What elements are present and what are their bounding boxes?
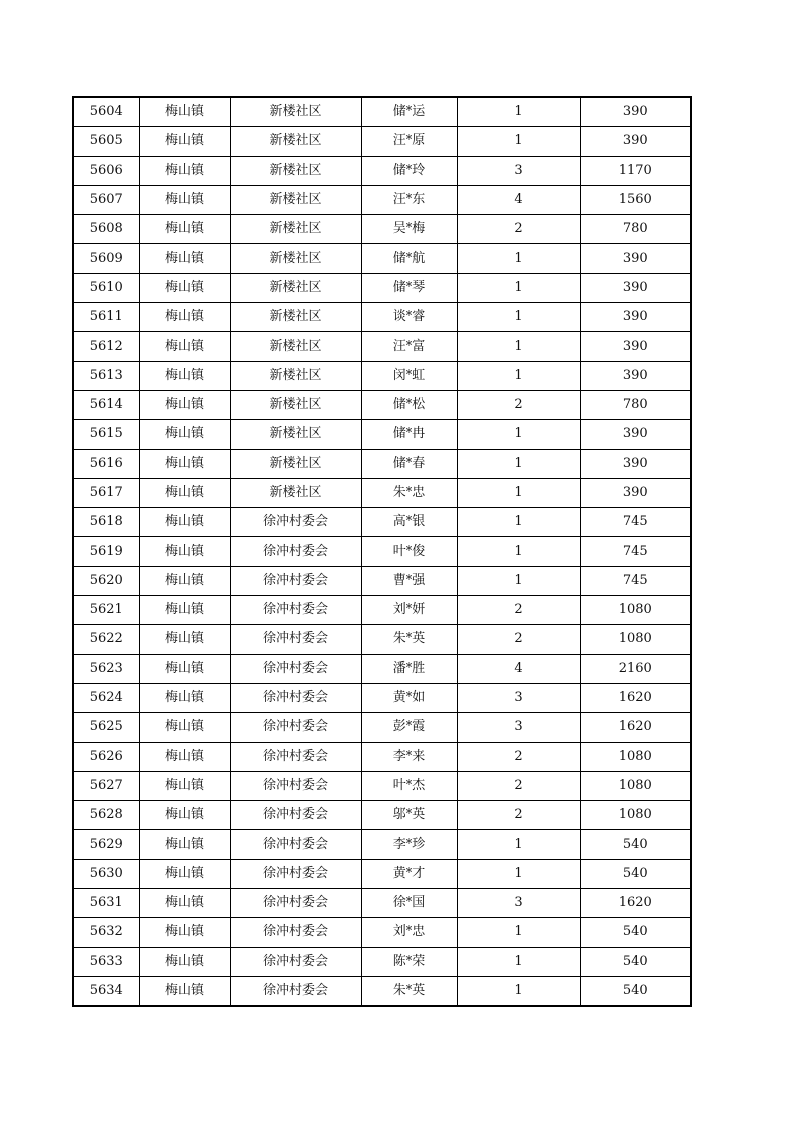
name-cell: 汪*原 (361, 127, 457, 156)
count-cell: 3 (457, 156, 580, 185)
town-cell: 梅山镇 (139, 244, 230, 273)
row-number-cell: 5608 (73, 215, 139, 244)
table-row (73, 859, 691, 888)
amount-cell: 1620 (580, 889, 691, 918)
count-cell: 1 (457, 303, 580, 332)
village-cell: 新楼社区 (230, 303, 361, 332)
town-cell: 梅山镇 (139, 566, 230, 595)
row-number-cell: 5622 (73, 625, 139, 654)
name-cell: 储*玲 (361, 156, 457, 185)
row-number-cell: 5609 (73, 244, 139, 273)
row-number-cell: 5618 (73, 508, 139, 537)
village-cell: 徐冲村委会 (230, 625, 361, 654)
table-row (73, 97, 691, 127)
name-cell: 李*来 (361, 742, 457, 771)
village-cell: 徐冲村委会 (230, 801, 361, 830)
amount-cell: 390 (580, 273, 691, 302)
count-cell: 2 (457, 625, 580, 654)
table-row (73, 449, 691, 478)
amount-cell: 390 (580, 244, 691, 273)
count-cell: 1 (457, 127, 580, 156)
table-row (73, 537, 691, 566)
village-cell: 新楼社区 (230, 420, 361, 449)
row-number-cell: 5613 (73, 361, 139, 390)
amount-cell: 540 (580, 947, 691, 976)
table-body (73, 97, 691, 1006)
village-cell: 徐冲村委会 (230, 537, 361, 566)
count-cell: 1 (457, 332, 580, 361)
town-cell: 梅山镇 (139, 215, 230, 244)
count-cell: 1 (457, 976, 580, 1006)
town-cell: 梅山镇 (139, 332, 230, 361)
town-cell: 梅山镇 (139, 420, 230, 449)
count-cell: 1 (457, 918, 580, 947)
village-cell: 新楼社区 (230, 361, 361, 390)
count-cell: 3 (457, 683, 580, 712)
village-cell: 徐冲村委会 (230, 742, 361, 771)
name-cell: 彭*霞 (361, 713, 457, 742)
row-number-cell: 5623 (73, 654, 139, 683)
row-number-cell: 5612 (73, 332, 139, 361)
name-cell: 高*银 (361, 508, 457, 537)
amount-cell: 1080 (580, 596, 691, 625)
table-row (73, 713, 691, 742)
village-cell: 徐冲村委会 (230, 859, 361, 888)
name-cell: 刘*忠 (361, 918, 457, 947)
data-table (72, 96, 692, 1007)
row-number-cell: 5606 (73, 156, 139, 185)
count-cell: 1 (457, 947, 580, 976)
town-cell: 梅山镇 (139, 859, 230, 888)
name-cell: 邬*英 (361, 801, 457, 830)
row-number-cell: 5634 (73, 976, 139, 1006)
table-row (73, 830, 691, 859)
row-number-cell: 5604 (73, 97, 139, 127)
amount-cell: 1620 (580, 683, 691, 712)
row-number-cell: 5624 (73, 683, 139, 712)
row-number-cell: 5629 (73, 830, 139, 859)
count-cell: 1 (457, 478, 580, 507)
town-cell: 梅山镇 (139, 654, 230, 683)
town-cell: 梅山镇 (139, 508, 230, 537)
table-row (73, 244, 691, 273)
count-cell: 1 (457, 244, 580, 273)
row-number-cell: 5616 (73, 449, 139, 478)
name-cell: 储*松 (361, 390, 457, 419)
table-row (73, 976, 691, 1006)
town-cell: 梅山镇 (139, 947, 230, 976)
town-cell: 梅山镇 (139, 713, 230, 742)
village-cell: 徐冲村委会 (230, 947, 361, 976)
name-cell: 储*春 (361, 449, 457, 478)
row-number-cell: 5614 (73, 390, 139, 419)
count-cell: 1 (457, 830, 580, 859)
town-cell: 梅山镇 (139, 127, 230, 156)
table-row (73, 273, 691, 302)
amount-cell: 1560 (580, 185, 691, 214)
table-row (73, 742, 691, 771)
village-cell: 新楼社区 (230, 273, 361, 302)
table-row (73, 156, 691, 185)
row-number-cell: 5619 (73, 537, 139, 566)
table-row (73, 215, 691, 244)
count-cell: 1 (457, 449, 580, 478)
name-cell: 黄*才 (361, 859, 457, 888)
row-number-cell: 5617 (73, 478, 139, 507)
village-cell: 新楼社区 (230, 156, 361, 185)
village-cell: 徐冲村委会 (230, 713, 361, 742)
amount-cell: 390 (580, 303, 691, 332)
name-cell: 朱*英 (361, 976, 457, 1006)
amount-cell: 390 (580, 97, 691, 127)
name-cell: 汪*富 (361, 332, 457, 361)
name-cell: 叶*俊 (361, 537, 457, 566)
table-row (73, 625, 691, 654)
name-cell: 汪*东 (361, 185, 457, 214)
name-cell: 储*琴 (361, 273, 457, 302)
table-row (73, 361, 691, 390)
amount-cell: 1080 (580, 771, 691, 800)
town-cell: 梅山镇 (139, 478, 230, 507)
town-cell: 梅山镇 (139, 303, 230, 332)
town-cell: 梅山镇 (139, 742, 230, 771)
village-cell: 徐冲村委会 (230, 596, 361, 625)
amount-cell: 540 (580, 918, 691, 947)
count-cell: 2 (457, 771, 580, 800)
row-number-cell: 5632 (73, 918, 139, 947)
amount-cell: 540 (580, 859, 691, 888)
town-cell: 梅山镇 (139, 830, 230, 859)
row-number-cell: 5615 (73, 420, 139, 449)
amount-cell: 1170 (580, 156, 691, 185)
amount-cell: 540 (580, 976, 691, 1006)
count-cell: 1 (457, 508, 580, 537)
amount-cell: 390 (580, 478, 691, 507)
village-cell: 徐冲村委会 (230, 654, 361, 683)
row-number-cell: 5631 (73, 889, 139, 918)
village-cell: 徐冲村委会 (230, 508, 361, 537)
amount-cell: 1080 (580, 625, 691, 654)
count-cell: 1 (457, 420, 580, 449)
table-row (73, 508, 691, 537)
village-cell: 新楼社区 (230, 449, 361, 478)
row-number-cell: 5626 (73, 742, 139, 771)
name-cell: 徐*国 (361, 889, 457, 918)
town-cell: 梅山镇 (139, 97, 230, 127)
name-cell: 吴*梅 (361, 215, 457, 244)
amount-cell: 390 (580, 332, 691, 361)
name-cell: 朱*忠 (361, 478, 457, 507)
village-cell: 新楼社区 (230, 97, 361, 127)
row-number-cell: 5621 (73, 596, 139, 625)
town-cell: 梅山镇 (139, 596, 230, 625)
row-number-cell: 5633 (73, 947, 139, 976)
village-cell: 徐冲村委会 (230, 918, 361, 947)
count-cell: 4 (457, 654, 580, 683)
name-cell: 朱*英 (361, 625, 457, 654)
town-cell: 梅山镇 (139, 889, 230, 918)
row-number-cell: 5610 (73, 273, 139, 302)
count-cell: 3 (457, 889, 580, 918)
village-cell: 徐冲村委会 (230, 830, 361, 859)
table-row (73, 303, 691, 332)
count-cell: 3 (457, 713, 580, 742)
count-cell: 2 (457, 596, 580, 625)
village-cell: 徐冲村委会 (230, 889, 361, 918)
amount-cell: 1080 (580, 801, 691, 830)
name-cell: 叶*杰 (361, 771, 457, 800)
name-cell: 黄*如 (361, 683, 457, 712)
name-cell: 潘*胜 (361, 654, 457, 683)
data-sheet (72, 96, 692, 1007)
name-cell: 储*运 (361, 97, 457, 127)
town-cell: 梅山镇 (139, 156, 230, 185)
row-number-cell: 5628 (73, 801, 139, 830)
town-cell: 梅山镇 (139, 801, 230, 830)
amount-cell: 540 (580, 830, 691, 859)
village-cell: 徐冲村委会 (230, 566, 361, 595)
amount-cell: 745 (580, 508, 691, 537)
table-row (73, 185, 691, 214)
amount-cell: 390 (580, 420, 691, 449)
table-row (73, 654, 691, 683)
village-cell: 徐冲村委会 (230, 683, 361, 712)
amount-cell: 780 (580, 390, 691, 419)
row-number-cell: 5627 (73, 771, 139, 800)
count-cell: 2 (457, 390, 580, 419)
name-cell: 陈*荣 (361, 947, 457, 976)
table-row (73, 420, 691, 449)
amount-cell: 780 (580, 215, 691, 244)
village-cell: 新楼社区 (230, 478, 361, 507)
town-cell: 梅山镇 (139, 537, 230, 566)
table-row (73, 918, 691, 947)
town-cell: 梅山镇 (139, 449, 230, 478)
town-cell: 梅山镇 (139, 390, 230, 419)
table-row (73, 801, 691, 830)
name-cell: 李*珍 (361, 830, 457, 859)
amount-cell: 390 (580, 449, 691, 478)
village-cell: 新楼社区 (230, 215, 361, 244)
table-row (73, 683, 691, 712)
town-cell: 梅山镇 (139, 185, 230, 214)
row-number-cell: 5625 (73, 713, 139, 742)
name-cell: 储*航 (361, 244, 457, 273)
town-cell: 梅山镇 (139, 683, 230, 712)
amount-cell: 390 (580, 361, 691, 390)
row-number-cell: 5611 (73, 303, 139, 332)
village-cell: 新楼社区 (230, 244, 361, 273)
table-row (73, 390, 691, 419)
count-cell: 1 (457, 859, 580, 888)
town-cell: 梅山镇 (139, 918, 230, 947)
table-row (73, 566, 691, 595)
table-row (73, 771, 691, 800)
row-number-cell: 5607 (73, 185, 139, 214)
amount-cell: 1080 (580, 742, 691, 771)
count-cell: 1 (457, 566, 580, 595)
row-number-cell: 5620 (73, 566, 139, 595)
town-cell: 梅山镇 (139, 273, 230, 302)
town-cell: 梅山镇 (139, 771, 230, 800)
name-cell: 刘*妍 (361, 596, 457, 625)
row-number-cell: 5630 (73, 859, 139, 888)
count-cell: 1 (457, 537, 580, 566)
table-row (73, 947, 691, 976)
village-cell: 新楼社区 (230, 390, 361, 419)
row-number-cell: 5605 (73, 127, 139, 156)
amount-cell: 745 (580, 537, 691, 566)
count-cell: 1 (457, 361, 580, 390)
town-cell: 梅山镇 (139, 361, 230, 390)
town-cell: 梅山镇 (139, 625, 230, 654)
village-cell: 新楼社区 (230, 185, 361, 214)
table-row (73, 332, 691, 361)
count-cell: 2 (457, 215, 580, 244)
village-cell: 徐冲村委会 (230, 976, 361, 1006)
count-cell: 4 (457, 185, 580, 214)
table-row (73, 889, 691, 918)
name-cell: 储*冉 (361, 420, 457, 449)
count-cell: 2 (457, 742, 580, 771)
name-cell: 曹*强 (361, 566, 457, 595)
town-cell: 梅山镇 (139, 976, 230, 1006)
amount-cell: 745 (580, 566, 691, 595)
name-cell: 谈*睿 (361, 303, 457, 332)
count-cell: 1 (457, 273, 580, 302)
village-cell: 新楼社区 (230, 127, 361, 156)
count-cell: 1 (457, 97, 580, 127)
name-cell: 闵*虹 (361, 361, 457, 390)
table-row (73, 127, 691, 156)
village-cell: 徐冲村委会 (230, 771, 361, 800)
amount-cell: 2160 (580, 654, 691, 683)
table-row (73, 596, 691, 625)
table-row (73, 478, 691, 507)
village-cell: 新楼社区 (230, 332, 361, 361)
count-cell: 2 (457, 801, 580, 830)
amount-cell: 390 (580, 127, 691, 156)
amount-cell: 1620 (580, 713, 691, 742)
